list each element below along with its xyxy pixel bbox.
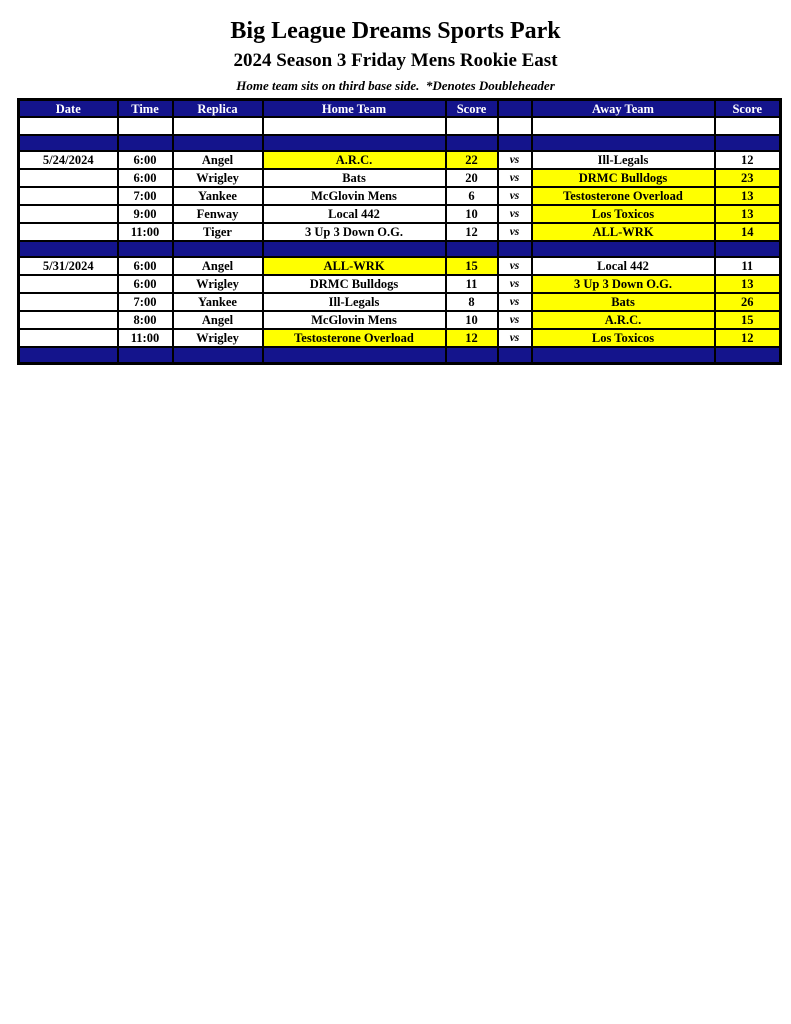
- vs-cell: [498, 241, 532, 257]
- vs-cell: vs: [498, 293, 532, 311]
- away-team-cell: [532, 135, 715, 151]
- date-cell: [19, 311, 118, 329]
- time-cell: [118, 117, 173, 135]
- away-score-cell: [715, 241, 781, 257]
- vs-cell: vs: [498, 257, 532, 275]
- time-cell: 7:00: [118, 293, 173, 311]
- date-cell: 5/31/2024: [19, 257, 118, 275]
- away-score-cell: 23: [715, 169, 781, 187]
- table-header: [19, 100, 781, 118]
- time-cell: 6:00: [118, 257, 173, 275]
- time-cell: [118, 241, 173, 257]
- date-cell: 5/24/2024: [19, 151, 118, 169]
- home-team-cell: Testosterone Overload: [263, 329, 446, 347]
- home-team-cell: [263, 241, 446, 257]
- vs-cell: vs: [498, 187, 532, 205]
- game-row: [19, 311, 781, 329]
- header-home-score: Score: [446, 100, 498, 118]
- page-title: Big League Dreams Sports Park: [230, 18, 561, 44]
- away-score-cell: 12: [715, 151, 781, 169]
- header-time: Time: [118, 100, 173, 118]
- replica-cell: Wrigley: [173, 275, 263, 293]
- home-team-cell: ALL-WRK: [263, 257, 446, 275]
- away-score-cell: 15: [715, 311, 781, 329]
- replica-cell: Yankee: [173, 187, 263, 205]
- home-score-cell: 6: [446, 187, 498, 205]
- home-team-cell: Bats: [263, 169, 446, 187]
- home-team-cell: McGlovin Mens: [263, 311, 446, 329]
- date-cell: [19, 347, 118, 364]
- home-score-cell: 20: [446, 169, 498, 187]
- game-row: [19, 257, 781, 275]
- header-away-score: Score: [715, 100, 781, 118]
- vs-cell: [498, 135, 532, 151]
- home-team-cell: [263, 135, 446, 151]
- time-cell: 9:00: [118, 205, 173, 223]
- away-score-cell: 13: [715, 205, 781, 223]
- time-cell: 6:00: [118, 275, 173, 293]
- header-replica: Replica: [173, 100, 263, 118]
- replica-cell: [173, 347, 263, 364]
- home-team-cell: [263, 347, 446, 364]
- vs-cell: vs: [498, 169, 532, 187]
- header-away-team: Away Team: [532, 100, 715, 118]
- header-row: [19, 100, 781, 118]
- away-score-cell: 13: [715, 187, 781, 205]
- home-score-cell: 10: [446, 311, 498, 329]
- spacer-row-blue: [19, 241, 781, 257]
- away-team-cell: Los Toxicos: [532, 329, 715, 347]
- home-team-cell: Ill-Legals: [263, 293, 446, 311]
- time-cell: 6:00: [118, 151, 173, 169]
- time-cell: 6:00: [118, 169, 173, 187]
- away-team-cell: ALL-WRK: [532, 223, 715, 241]
- home-score-cell: [446, 117, 498, 135]
- date-cell: [19, 135, 118, 151]
- home-score-cell: 15: [446, 257, 498, 275]
- time-cell: [118, 347, 173, 364]
- date-cell: [19, 329, 118, 347]
- vs-cell: vs: [498, 311, 532, 329]
- time-cell: 7:00: [118, 187, 173, 205]
- header-home-team: Home Team: [263, 100, 446, 118]
- away-team-cell: [532, 117, 715, 135]
- away-team-cell: Ill-Legals: [532, 151, 715, 169]
- date-cell: [19, 241, 118, 257]
- away-team-cell: Testosterone Overload: [532, 187, 715, 205]
- replica-cell: Fenway: [173, 205, 263, 223]
- game-row: [19, 187, 781, 205]
- date-cell: [19, 169, 118, 187]
- date-cell: [19, 223, 118, 241]
- time-cell: [118, 135, 173, 151]
- replica-cell: Wrigley: [173, 169, 263, 187]
- away-score-cell: 14: [715, 223, 781, 241]
- home-team-cell: 3 Up 3 Down O.G.: [263, 223, 446, 241]
- date-cell: [19, 205, 118, 223]
- home-score-cell: [446, 135, 498, 151]
- replica-cell: Wrigley: [173, 329, 263, 347]
- replica-cell: Yankee: [173, 293, 263, 311]
- home-score-cell: 11: [446, 275, 498, 293]
- away-score-cell: [715, 347, 781, 364]
- game-row: [19, 151, 781, 169]
- away-team-cell: Los Toxicos: [532, 205, 715, 223]
- game-row: [19, 169, 781, 187]
- vs-cell: vs: [498, 329, 532, 347]
- replica-cell: [173, 135, 263, 151]
- home-score-cell: 22: [446, 151, 498, 169]
- home-score-cell: [446, 241, 498, 257]
- vs-cell: vs: [498, 205, 532, 223]
- game-row: [19, 293, 781, 311]
- away-team-cell: Local 442: [532, 257, 715, 275]
- home-score-cell: 12: [446, 223, 498, 241]
- spacer-row-white: [19, 117, 781, 135]
- away-team-cell: A.R.C.: [532, 311, 715, 329]
- away-score-cell: [715, 135, 781, 151]
- page-subtitle: 2024 Season 3 Friday Mens Rookie East: [233, 50, 558, 71]
- home-score-cell: 8: [446, 293, 498, 311]
- time-cell: 11:00: [118, 329, 173, 347]
- game-row: [19, 205, 781, 223]
- footnote: Home team sits on third base side. *Denotes Doubleheader: [236, 78, 555, 93]
- vs-cell: [498, 347, 532, 364]
- vs-cell: [498, 117, 532, 135]
- spacer-row-blue: [19, 135, 781, 151]
- vs-cell: vs: [498, 275, 532, 293]
- away-team-cell: [532, 347, 715, 364]
- away-team-cell: DRMC Bulldogs: [532, 169, 715, 187]
- header-date: Date: [19, 100, 118, 118]
- away-team-cell: 3 Up 3 Down O.G.: [532, 275, 715, 293]
- game-row: [19, 329, 781, 347]
- replica-cell: [173, 117, 263, 135]
- home-team-cell: Local 442: [263, 205, 446, 223]
- away-score-cell: 13: [715, 275, 781, 293]
- home-team-cell: DRMC Bulldogs: [263, 275, 446, 293]
- home-team-cell: McGlovin Mens: [263, 187, 446, 205]
- vs-cell: vs: [498, 151, 532, 169]
- home-score-cell: 10: [446, 205, 498, 223]
- home-team-cell: [263, 117, 446, 135]
- away-score-cell: 26: [715, 293, 781, 311]
- time-cell: 8:00: [118, 311, 173, 329]
- home-score-cell: [446, 347, 498, 364]
- away-score-cell: 12: [715, 329, 781, 347]
- schedule-body: [19, 117, 781, 364]
- away-team-cell: Bats: [532, 293, 715, 311]
- game-row: [19, 275, 781, 293]
- header-vs: [498, 100, 532, 118]
- home-score-cell: 12: [446, 329, 498, 347]
- replica-cell: Tiger: [173, 223, 263, 241]
- schedule-table: [17, 98, 782, 365]
- date-cell: [19, 275, 118, 293]
- away-score-cell: [715, 117, 781, 135]
- replica-cell: Angel: [173, 311, 263, 329]
- date-cell: [19, 293, 118, 311]
- home-team-cell: A.R.C.: [263, 151, 446, 169]
- game-row: [19, 223, 781, 241]
- replica-cell: Angel: [173, 257, 263, 275]
- replica-cell: Angel: [173, 151, 263, 169]
- time-cell: 11:00: [118, 223, 173, 241]
- away-score-cell: 11: [715, 257, 781, 275]
- date-cell: [19, 117, 118, 135]
- vs-cell: vs: [498, 223, 532, 241]
- spacer-row-blue: [19, 347, 781, 364]
- replica-cell: [173, 241, 263, 257]
- date-cell: [19, 187, 118, 205]
- away-team-cell: [532, 241, 715, 257]
